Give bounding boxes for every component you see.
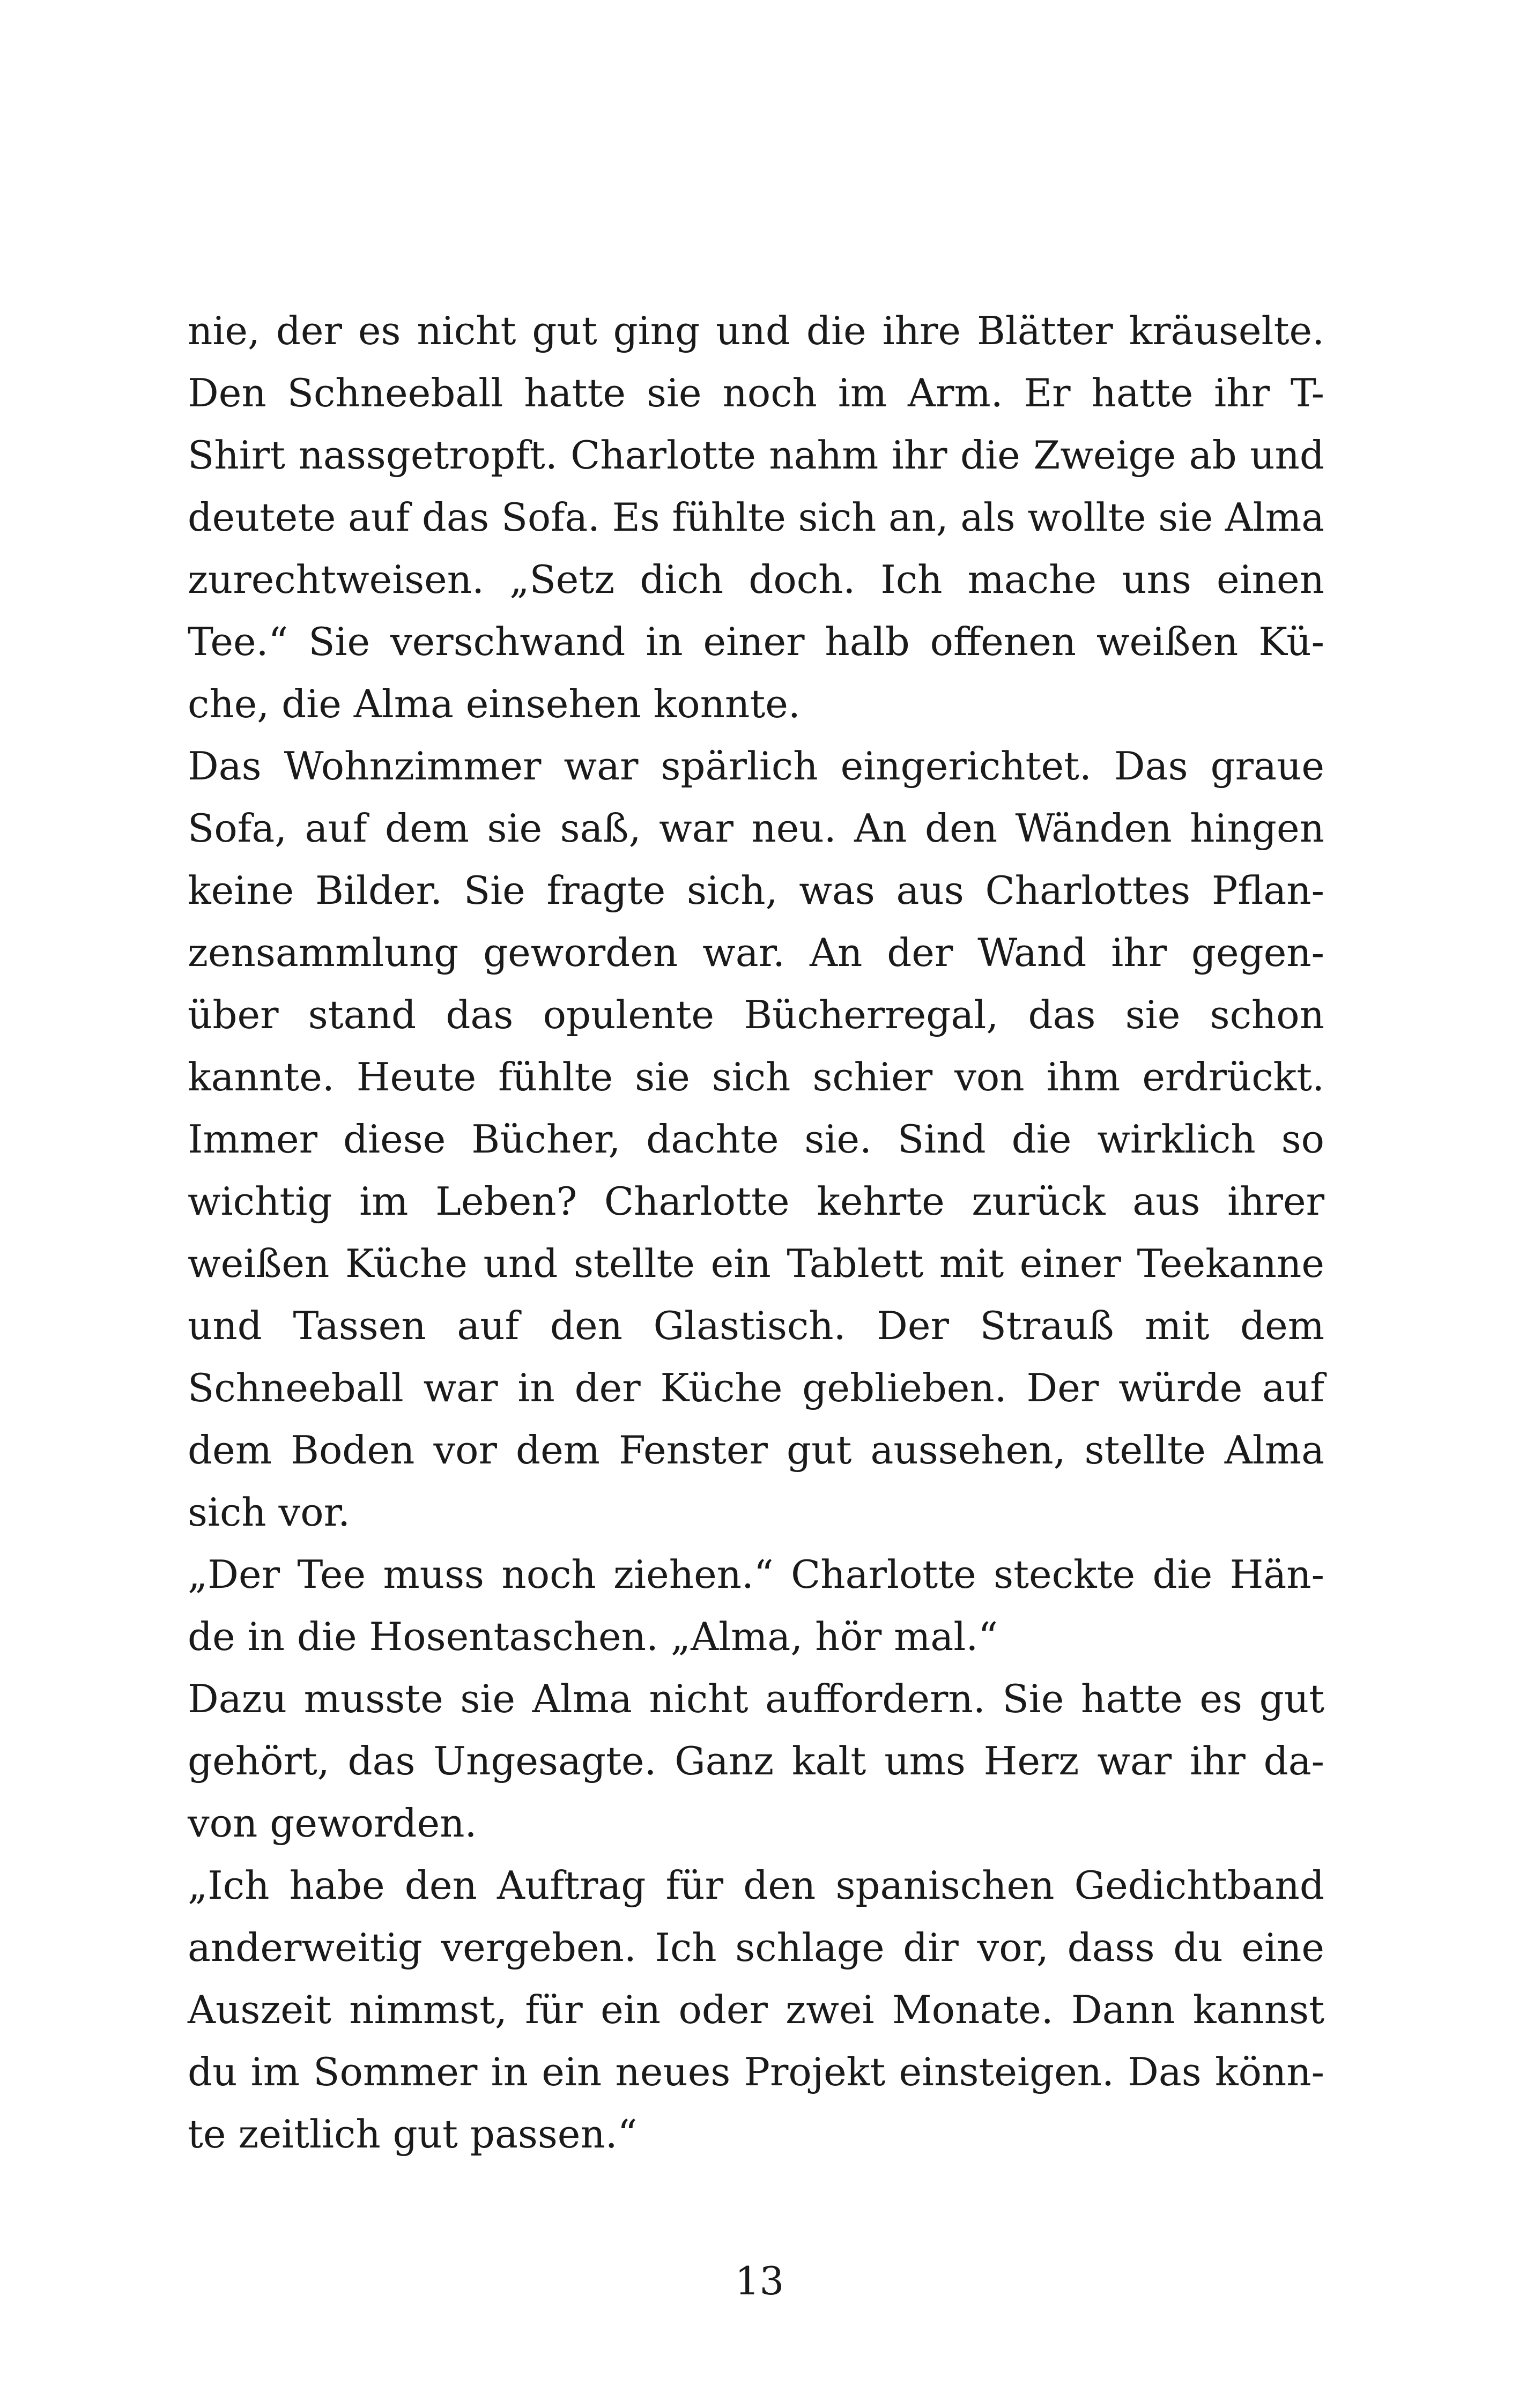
text-line: wichtig im Leben? Charlotte kehrte zurück aus ihrer (188, 1179, 1324, 1224)
text-line: dem Boden vor dem Fenster gut aussehen, stellte Alma (188, 1428, 1324, 1473)
text-line: und Tassen auf den Glastisch. Der Strauß mit dem (188, 1303, 1324, 1348)
text-line: anderweitig vergeben. Ich schlage dir vor, dass du eine (188, 1925, 1324, 1970)
text-line: te zeitlich gut passen.“ (188, 2112, 638, 2157)
text-line: du im Sommer in ein neues Projekt einsteigen. Das könn- (188, 2049, 1324, 2094)
text-line: zurechtweisen. „Setz dich doch. Ich mache uns einen (188, 557, 1324, 602)
text-line: Auszeit nimmst, für ein oder zwei Monate. Dann kannst (188, 1987, 1324, 2032)
text-line: weißen Küche und stellte ein Tablett mit einer Teekanne (188, 1241, 1324, 1286)
text-line: über stand das opulente Bücherregal, das sie schon (188, 992, 1324, 1037)
text-line: Den Schneeball hatte sie noch im Arm. Er hatte ihr T- (188, 370, 1324, 415)
text-line: Immer diese Bücher, dachte sie. Sind die wirklich so (188, 1117, 1324, 1162)
text-line: „Ich habe den Auftrag für den spanischen Gedichtband (188, 1863, 1324, 1908)
body-text (188, 300, 1324, 2165)
text-line: keine Bilder. Sie fragte sich, was aus Charlottes Pflan- (188, 868, 1324, 913)
text-line: Schneeball war in der Küche geblieben. Der würde auf (188, 1365, 1324, 1410)
text-line: che, die Alma einsehen konnte. (188, 681, 801, 726)
text-line: gehört, das Ungesagte. Ganz kalt ums Herz war ihr da- (188, 1738, 1324, 1783)
text-line: Shirt nassgetropft. Charlotte nahm ihr die Zweige ab und (188, 433, 1324, 478)
text-line: deutete auf das Sofa. Es fühlte sich an, als wollte sie Alma (188, 495, 1324, 540)
text-line: Sofa, auf dem sie saß, war neu. An den Wänden hingen (188, 806, 1324, 851)
text-line: Das Wohnzimmer war spärlich eingerichtet. Das graue (188, 744, 1324, 789)
text-line: sich vor. (188, 1490, 350, 1535)
page-number: 13 (735, 2258, 784, 2303)
text-line: kannte. Heute fühlte sie sich schier von ihm erdrückt. (188, 1054, 1324, 1099)
text-line: von geworden. (188, 1801, 477, 1846)
text-line: de in die Hosentaschen. „Alma, hör mal.“ (188, 1614, 998, 1659)
text-line: „Der Tee muss noch ziehen.“ Charlotte steckte die Hän- (188, 1552, 1324, 1597)
text-line: Tee.“ Sie verschwand in einer halb offenen weißen Kü- (188, 619, 1324, 664)
text-line: nie, der es nicht gut ging und die ihre Blätter kräuselte. (188, 308, 1324, 353)
text-line: zensammlung geworden war. An der Wand ihr gegen- (188, 930, 1324, 975)
text-line: Dazu musste sie Alma nicht auffordern. Sie hatte es gut (188, 1676, 1324, 1721)
